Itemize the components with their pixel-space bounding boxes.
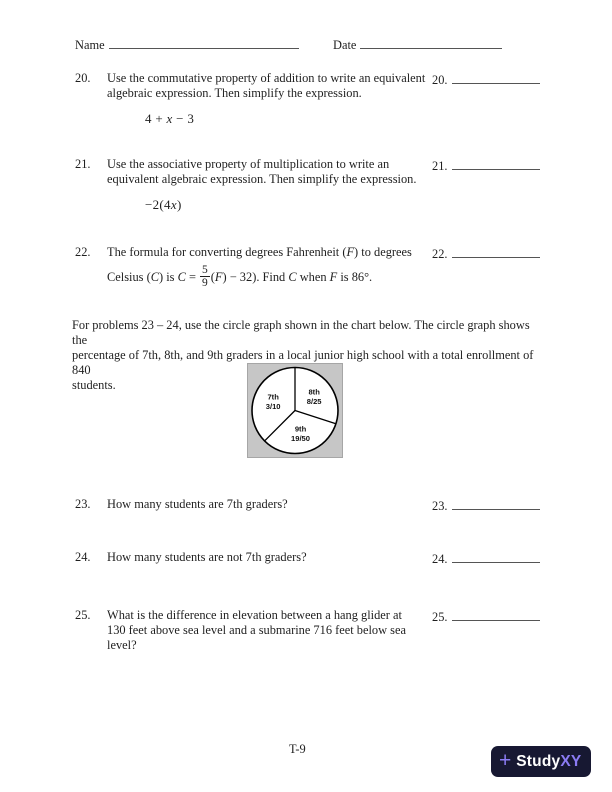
question-22 <box>75 245 429 291</box>
answer-blank-24 <box>432 550 540 567</box>
question-text: Use the commutative property of addition to write an equivalent algebraic expression. Then simplify the expression. <box>107 71 426 100</box>
question-21 <box>75 157 429 187</box>
page-code: T-9 <box>289 742 306 756</box>
instructions-line: For problems 23 – 24, use the circle graph shown in the chart below. The circle graph shows the <box>72 318 530 347</box>
answer-line[interactable] <box>452 245 540 258</box>
question-text: The formula for converting degrees Fahrenheit (F) to degrees Celsius (C) is C = $\frac{5}{9}$ (F) − 32). Find C when F is 86°. <box>107 245 412 290</box>
answer-line[interactable] <box>452 157 540 170</box>
answer-number: 21. <box>432 159 448 173</box>
question-text: Use the associative property of multiplication to write an equivalent algebraic expression. Then simplify the expression. <box>107 157 417 186</box>
answer-number: 25. <box>432 610 448 624</box>
pie-chart <box>248 364 342 457</box>
logo-text-xy: XY <box>560 752 582 770</box>
date-label: Date <box>333 38 357 52</box>
question-text: What is the difference in elevation between a hang glider at 130 feet above sea level and a submarine 716 feet below sea level? <box>107 608 406 652</box>
name-label: Name <box>75 38 105 52</box>
studyxy-logo <box>491 746 591 777</box>
circle-graph <box>247 363 343 458</box>
answer-blank-20 <box>432 71 540 88</box>
answer-line[interactable] <box>452 550 540 563</box>
expression-21: −2(4x) <box>145 197 182 212</box>
name-blank-line[interactable] <box>109 36 299 49</box>
instructions-line: percentage of 7th, 8th, and 9th graders in a local junior high school with a total enrollment of 840 <box>72 348 534 377</box>
answer-number: 20. <box>432 73 448 87</box>
instructions-line: students. <box>72 378 116 392</box>
question-text: How many students are not 7th graders? <box>107 550 307 564</box>
question-number: 22. <box>75 245 91 259</box>
answer-blank-23 <box>432 497 540 514</box>
answer-line[interactable] <box>452 497 540 510</box>
question-number: 24. <box>75 550 91 564</box>
svg-text:8/25: 8/25 <box>306 397 322 407</box>
question-text: How many students are 7th graders? <box>107 497 288 511</box>
answer-blank-25 <box>432 608 540 625</box>
answer-blank-21 <box>432 157 540 174</box>
question-number: 25. <box>75 608 91 622</box>
date-field-row <box>333 36 502 53</box>
answer-blank-22 <box>432 245 540 262</box>
svg-text:19/50: 19/50 <box>291 433 311 443</box>
question-25 <box>75 608 429 653</box>
name-field-row <box>75 36 299 53</box>
fraction: $\frac{5}{9}$ <box>202 264 208 290</box>
answer-number: 23. <box>432 499 448 513</box>
answer-number: 22. <box>432 247 448 261</box>
expression-20: 4 + x − 3 <box>145 111 195 126</box>
svg-text:9th: 9th <box>294 424 307 434</box>
question-20 <box>75 71 429 101</box>
answer-line[interactable] <box>452 71 540 84</box>
question-number: 21. <box>75 157 91 171</box>
answer-number: 24. <box>432 552 448 566</box>
question-number: 20. <box>75 71 91 85</box>
svg-text:8th: 8th <box>308 387 320 397</box>
question-23 <box>75 497 429 512</box>
logo-text-study: Study <box>516 752 561 770</box>
svg-text:7th: 7th <box>267 392 279 402</box>
svg-text:3/10: 3/10 <box>265 401 281 411</box>
date-blank-line[interactable] <box>360 36 502 49</box>
question-24 <box>75 550 429 565</box>
plus-icon: + <box>499 749 512 772</box>
question-number: 23. <box>75 497 91 511</box>
answer-line[interactable] <box>452 608 540 621</box>
